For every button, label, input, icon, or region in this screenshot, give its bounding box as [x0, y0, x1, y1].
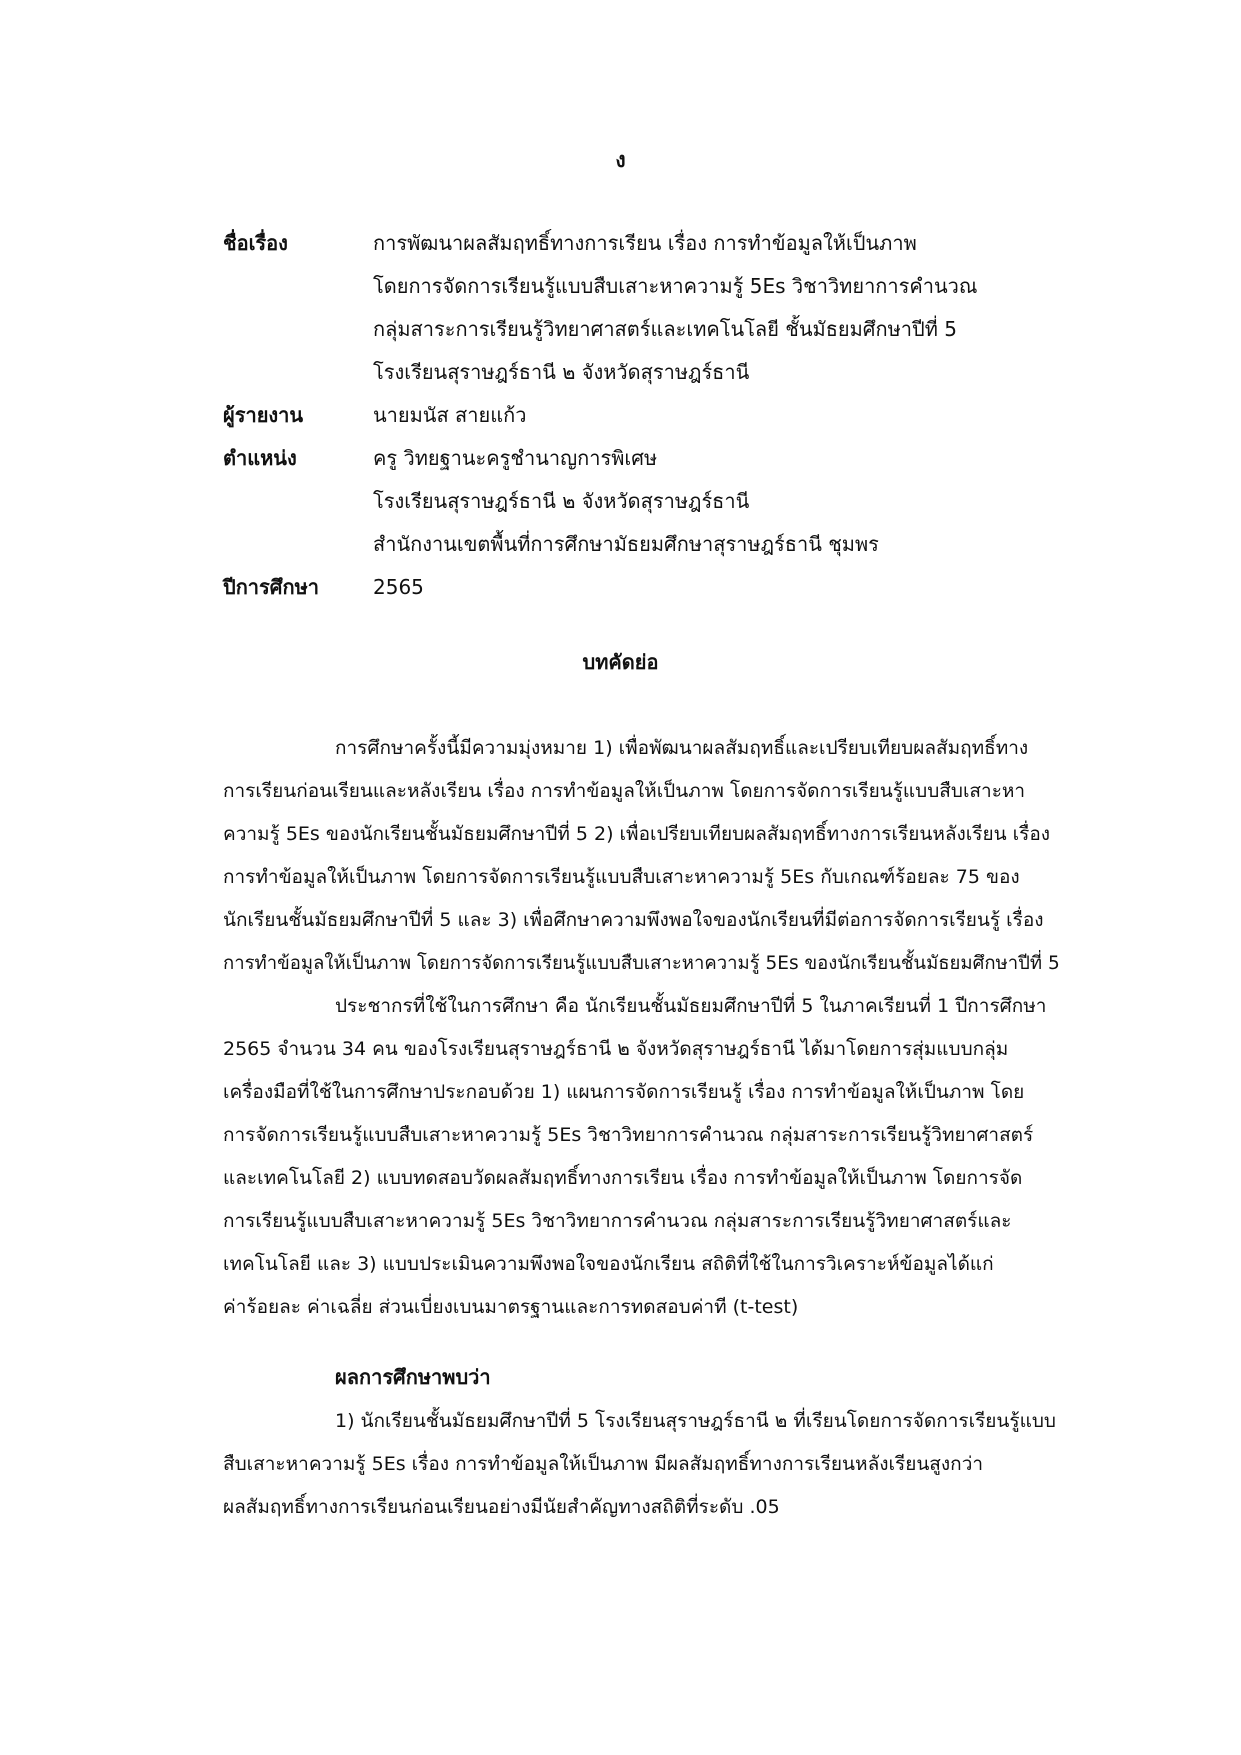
reporter-value: นายมนัส สายแก้ว	[373, 403, 527, 427]
paragraph-line: 2565 จำนวน 34 คน ของโรงเรียนสุราษฎร์ธานี ๒ จังหวัดสุราษฎร์ธานี ได้มาโดยการสุ่มแบบกลุ่ม	[223, 1038, 1009, 1060]
abstract-heading: บทคัดย่อ	[582, 650, 659, 674]
title-line: การพัฒนาผลสัมฤทธิ์ทางการเรียน เรื่อง การทำข้อมูลให้เป็นภาพ	[373, 231, 917, 255]
position-label: ตำแหน่ง	[223, 446, 297, 470]
abstract-paragraph-2	[223, 985, 1081, 1329]
finding-1	[223, 1400, 1081, 1529]
position-line: สำนักงานเขตพื้นที่การศึกษามัธยมศึกษาสุราษฎร์ธานี ชุมพร	[373, 532, 879, 556]
page-number: ง	[615, 148, 626, 172]
paragraph-line: ประชากรที่ใช้ในการศึกษา คือ นักเรียนชั้นมัธยมศึกษาปีที่ 5 ในภาคเรียนที่ 1 ปีการศึกษา	[335, 995, 1047, 1017]
findings-heading: ผลการศึกษาพบว่า	[335, 1365, 491, 1389]
paragraph-line: เครื่องมือที่ใช้ในการศึกษาประกอบด้วย 1) แผนการจัดการเรียนรู้ เรื่อง การทำข้อมูลให้เป็นภาพ โดย	[223, 1081, 1025, 1103]
position-line: ครู วิทยฐานะครูชำนาญการพิเศษ	[373, 446, 658, 470]
position-value	[373, 437, 1103, 566]
paragraph-line: การจัดการเรียนรู้แบบสืบเสาะหาความรู้ 5Es วิชาวิทยาการคำนวณ กลุ่มสาระการเรียนรู้วิทยาศาสตร์	[223, 1124, 1034, 1146]
paragraph-line: ผลสัมฤทธิ์ทางการเรียนก่อนเรียนอย่างมีนัยสำคัญทางสถิติที่ระดับ .05	[223, 1496, 780, 1518]
year-value-wrap	[373, 566, 1103, 609]
position-row	[223, 437, 1103, 566]
year-row	[223, 566, 1103, 609]
paragraph-line: การศึกษาครั้งนี้มีความมุ่งหมาย 1) เพื่อพัฒนาผลสัมฤทธิ์และเปรียบเทียบผลสัมฤทธิ์ทาง	[335, 737, 1029, 759]
paragraph-line: เทคโนโลยี และ 3) แบบประเมินความพึงพอใจของนักเรียน สถิติที่ใช้ในการวิเคราะห์ข้อมูลได้แก่	[223, 1253, 994, 1275]
paragraph-line: ค่าร้อยละ ค่าเฉลี่ย ส่วนเบี่ยงเบนมาตรฐานและการทดสอบค่าที (t-test)	[223, 1296, 799, 1318]
title-row	[223, 222, 1103, 394]
abstract-paragraph-1	[223, 727, 1081, 985]
paragraph-line: และเทคโนโลยี 2) แบบทดสอบวัดผลสัมฤทธิ์ทางการเรียน เรื่อง การทำข้อมูลให้เป็นภาพ โดยการจัด	[223, 1167, 1023, 1189]
title-value	[373, 222, 1103, 394]
paragraph-line: การเรียนก่อนเรียนและหลังเรียน เรื่อง การทำข้อมูลให้เป็นภาพ โดยการจัดการเรียนรู้แบบสืบเสาะหา	[223, 780, 1026, 802]
title-line: โรงเรียนสุราษฎร์ธานี ๒ จังหวัดสุราษฎร์ธานี	[373, 360, 750, 384]
paragraph-line: การทำข้อมูลให้เป็นภาพ โดยการจัดการเรียนรู้แบบสืบเสาะหาความรู้ 5Es ของนักเรียนชั้นมัธยมศึกษาปีที่ 5	[223, 953, 1060, 974]
year-label: ปีการศึกษา	[223, 575, 319, 599]
title-label: ชื่อเรื่อง	[223, 231, 288, 255]
paragraph-line: การเรียนรู้แบบสืบเสาะหาความรู้ 5Es วิชาวิทยาการคำนวณ กลุ่มสาระการเรียนรู้วิทยาศาสตร์และ	[223, 1210, 1012, 1232]
paragraph-line: ความรู้ 5Es ของนักเรียนชั้นมัธยมศึกษาปีที่ 5 2) เพื่อเปรียบเทียบผลสัมฤทธิ์ทางการเรียนหลังเรียน เรื่อง	[223, 823, 1051, 845]
title-line: โดยการจัดการเรียนรู้แบบสืบเสาะหาความรู้ 5Es วิชาวิทยาการคำนวณ	[373, 274, 978, 298]
paragraph-line: สืบเสาะหาความรู้ 5Es เรื่อง การทำข้อมูลให้เป็นภาพ มีผลสัมฤทธิ์ทางการเรียนหลังเรียนสูงกว่า	[223, 1453, 984, 1475]
paragraph-line: 1) นักเรียนชั้นมัธยมศึกษาปีที่ 5 โรงเรียนสุราษฎร์ธานี ๒ ที่เรียนโดยการจัดการเรียนรู้แบบ	[335, 1410, 1056, 1432]
paragraph-line: การทำข้อมูลให้เป็นภาพ โดยการจัดการเรียนรู้แบบสืบเสาะหาความรู้ 5Es กับเกณฑ์ร้อยละ 75 ของ	[223, 866, 1020, 888]
reporter-value-wrap	[373, 394, 1103, 437]
title-line: กลุ่มสาระการเรียนรู้วิทยาศาสตร์และเทคโนโลยี ชั้นมัธยมศึกษาปีที่ 5	[373, 317, 957, 341]
paragraph-line: นักเรียนชั้นมัธยมศึกษาปีที่ 5 และ 3) เพื่อศึกษาความพึงพอใจของนักเรียนที่มีต่อการจัดการเรียนรู้ เรื่อง	[223, 909, 1044, 931]
reporter-row	[223, 394, 1103, 437]
reporter-label: ผู้รายงาน	[223, 403, 304, 427]
year-value: 2565	[373, 575, 424, 599]
metadata-block	[223, 222, 1103, 609]
position-line: โรงเรียนสุราษฎร์ธานี ๒ จังหวัดสุราษฎร์ธานี	[373, 489, 750, 513]
